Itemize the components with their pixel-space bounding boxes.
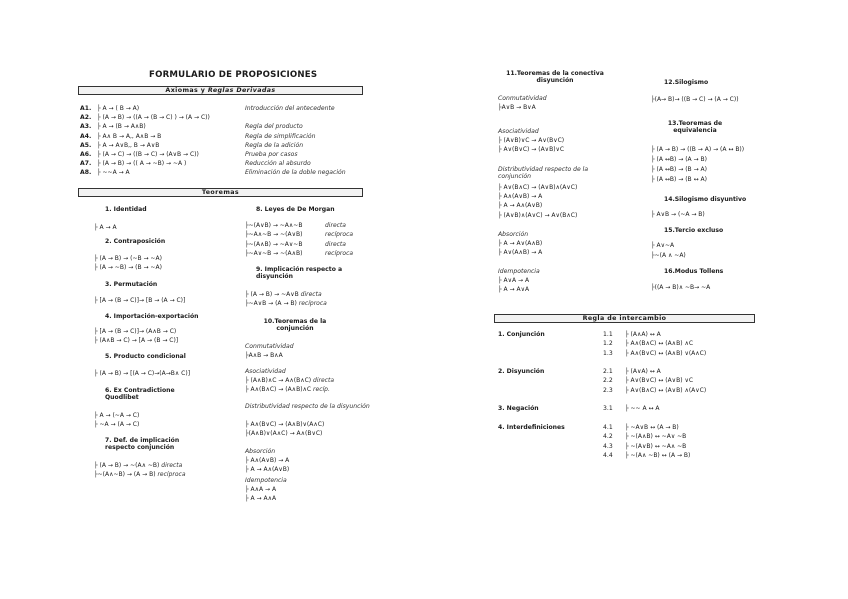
t8-formula: ├~A∧~B → ~(A∨B) [245, 231, 303, 239]
intercambio-rule-formula: ├ ~~ A ↔ A [625, 405, 660, 412]
t8-formula: ├~A∨~B → ~(A∧B) [245, 249, 303, 257]
intercambio-rule-formula: ├ A∨(B∨C) ↔ (A∨B) ∨C [625, 377, 694, 385]
t8-tag: recíproca [325, 249, 354, 257]
axiom-number: A5. [80, 141, 92, 149]
axiomas-header-b: Reglas Derivadas [207, 87, 276, 94]
t8-tag: directa [325, 222, 346, 229]
t10-dist-line: ├(A∧B)∨(A∧C) → A∧(B∨C) [245, 430, 323, 437]
t10-asoc-line [245, 377, 334, 384]
intercambio-rule-number: 2.1 [603, 368, 613, 375]
t11-idem-line: ├ A∨A → A [498, 277, 530, 284]
t4-heading: 4. Importación-exportación [105, 313, 199, 320]
t4-line: ├ [A → (B → C)]→ (A∧B → C) [94, 328, 177, 335]
t13-line: ├ (A ↔B) → (A → B) [651, 156, 707, 163]
intercambio-rule-number: 1.3 [603, 349, 613, 357]
t11-abs-label: Absorción [498, 231, 529, 238]
t11-dist-line: ├ (A∨B)∧(A∨C) → A∨(B∧C) [498, 212, 578, 219]
intercambio-rule-number: 4.4 [603, 452, 613, 460]
t13-line: ├ (A ↔B) → (B ↔ A) [651, 176, 707, 183]
t6-heading: 6. Ex Contradictione Quodlibet [105, 387, 175, 402]
t11-dist-line: ├ A → A∧(A∨B) [498, 202, 543, 209]
axiomas-header [78, 86, 363, 95]
t11-idem-line: ├ A → A∨A [498, 286, 530, 293]
t10-formula: ├ (A∧B)∧C → A∧(B∧C) [245, 377, 312, 384]
intercambio-group-name: 4. Interdefiniciones [498, 424, 565, 431]
t8-line [245, 231, 354, 239]
t10-abs-label: Absorción [245, 448, 276, 455]
t11-asoc-line: ├ (A∨B)∨C → A∨(B∨C) [498, 137, 565, 144]
axiom-description: Regla de la adición [245, 141, 304, 149]
intercambio-group-name: 1. Conjunción [498, 331, 545, 338]
t11-dist-label: Distributividad respecto de la conjunción [498, 166, 589, 181]
t8-tag: directa [325, 240, 346, 248]
axiom-number: A3. [80, 123, 92, 131]
t10-idem-line: ├ A → A∧A [245, 495, 277, 502]
axiom-description: Reducción al absurdo [245, 160, 311, 168]
t7-formula: ├ (A → B) → ~(A∧ ~B) [94, 462, 160, 469]
t11-abs-line: ├ A∨(A∧B) → A [498, 249, 543, 256]
t8-formula: ├~(A∧B) → ~A∨~B [245, 240, 303, 248]
axiom-description: Regla de simplificación [245, 132, 316, 140]
axiom-formula: ├ A → (B → A∧B) [97, 123, 146, 131]
t10-conm-line: ├A∧B → B∧A [245, 352, 283, 359]
t11-asoc-label: Asociatividad [498, 128, 539, 135]
axiom-formula: ├ A∧ B → A,, A∧B → B [97, 132, 162, 140]
intercambio-rule-number: 4.2 [603, 433, 613, 441]
axiom-formula: ├ (A → B) → (( A → ~B) → ~A ) [97, 160, 187, 168]
t7-line [94, 471, 186, 478]
t2-line: ├ (A → ~B) → (B → ~A) [94, 264, 162, 271]
intercambio-header: Regla de intercambio [494, 314, 755, 323]
axiom-number: A1. [80, 105, 92, 112]
axiom-description: Introducción del antecedente [245, 105, 335, 112]
t16-heading: 16.Modus Tollens [664, 268, 724, 275]
axiom-number: A7. [80, 160, 92, 168]
intercambio-rule-formula: ├ ~(A∧ ~B) ↔ (A → B) [625, 452, 691, 460]
intercambio-rule-formula: ├ A∧(B∨C) ↔ (A∧B) ∨(A∧C) [625, 349, 707, 357]
axiom-formula: ├ (A → B) → ((A → (B → C) ) → (A → C)) [97, 114, 210, 122]
t8-line [245, 249, 354, 257]
t9-formula: ├ (A → B) → ~A∨B [245, 291, 299, 298]
intercambio-rule-number: 3.1 [603, 405, 613, 412]
teoremas-header: Teoremas [78, 188, 363, 197]
t11-asoc-line: ├ A∨(B∨C) → (A∨B)∨C [498, 146, 565, 153]
t8-heading: 8. Leyes de De Morgan [256, 206, 335, 213]
axiom-number: A6. [80, 151, 92, 158]
t9-line [245, 300, 327, 307]
axiom-formula: ├ A → ( B → A) [97, 105, 140, 112]
axiom-number: A4. [80, 132, 92, 140]
axiomas-header-a: Axiomas y [165, 87, 206, 94]
t16-line: ├((A → B)∧ ~B→ ~A [651, 284, 711, 291]
t10-tag: recíp. [313, 386, 330, 393]
t3-heading: 3. Permutación [105, 281, 158, 288]
t10-conm-label: Conmutatividad [245, 343, 294, 350]
t14-line: ├ A∨B → (~A → B) [651, 211, 705, 218]
t7-line [94, 462, 182, 469]
t5-heading: 5. Producto condicional [105, 353, 186, 360]
t10-tag: directa [313, 377, 335, 384]
t11-conm-line: ├A∨B → B∨A [498, 104, 536, 111]
t10-dist-label: Distributividad respecto de la disyunción [245, 403, 370, 410]
t9-formula: ├~A∨B → (A → B) [245, 300, 297, 307]
t6-line: ├ ~A → (A → C) [94, 421, 140, 428]
intercambio-rule-number: 2.2 [603, 377, 613, 385]
t10-abs-line: ├ A∧(A∨B) → A [245, 457, 290, 464]
intercambio-group-name: 3. Negación [498, 405, 539, 412]
t6-line: ├ A → (~A → C) [94, 412, 140, 419]
t11-dist-line: ├ A∧(A∨B) → A [498, 193, 543, 200]
t11-conm-label: Conmutatividad [498, 95, 547, 102]
t3-line: ├ [A → (B → C)]→ [B → (A → C)] [94, 297, 186, 304]
intercambio-rule-formula: ├ ~(A∨B) ↔ ~A∧ ~B [625, 442, 687, 450]
t8-formula: ├~(A∨B) → ~A∧~B [245, 222, 303, 229]
axiom-formula: ├ ~~A → A [97, 169, 130, 177]
t10-abs-line: ├ A → A∧(A∨B) [245, 466, 290, 473]
t15-line: ├ A∨~A [651, 242, 675, 249]
t10-idem-label: Idempotencia [245, 477, 287, 484]
t4-line: ├ (A∧B → C) → [A → (B → C)] [94, 337, 179, 344]
t7-tag: recíproca [157, 471, 186, 478]
t5-line: ├ (A → B) → [(A → C)→(A→B∧ C)] [94, 370, 191, 377]
t9-heading: 9. Implicación respecto a disyunción [256, 266, 343, 281]
intercambio-rule-formula: ├ (A∧A) ↔ A [625, 331, 661, 338]
t9-line [245, 291, 322, 298]
t10-dist-line: ├ A∧(B∨C) → (A∧B)∨(A∧C) [245, 421, 325, 428]
t13-line: ├ (A → B) → ((B → A) → (A ↔ B)) [651, 146, 745, 153]
t15-line: ├~(A ∧ ~A) [651, 252, 686, 259]
t10-asoc-line [245, 386, 330, 393]
intercambio-rule-number: 4.1 [603, 424, 613, 431]
t10-asoc-label: Asociatividad [245, 368, 286, 375]
t9-tag: recíproca [298, 300, 327, 307]
t11-abs-line: ├ A → A∨(A∧B) [498, 240, 543, 247]
t11-heading: 11.Teoremas de la conectiva disyunción [506, 70, 604, 85]
t15-heading: 15.Tercio excluso [664, 227, 724, 234]
t10-heading: 10.Teoremas de la conjunción [263, 318, 327, 333]
t7-tag: directa [161, 462, 183, 469]
t12-line: ├(A→ B)→ ((B → C) → (A → C)) [651, 96, 739, 103]
intercambio-rule-formula: ├ A∨(B∧C) ↔ (A∨B) ∧(A∨C) [625, 386, 707, 394]
t8-line [245, 240, 346, 248]
axiom-formula: ├ (A → C) → ((B → C) → (A∨B → C)) [97, 151, 199, 158]
t11-dist-line: ├ A∨(B∧C) → (A∨B)∧(A∨C) [498, 184, 578, 191]
axiom-description: Prueba por casos [245, 151, 298, 158]
intercambio-rule-number: 4.3 [603, 442, 613, 450]
t13-line: ├ (A ↔B) → (B → A) [651, 166, 707, 173]
axiom-description: Regla del producto [245, 123, 303, 131]
t11-idem-label: Idempotencia [498, 268, 540, 275]
t9-tag: directa [300, 291, 322, 298]
t2-heading: 2. Contraposición [105, 238, 166, 245]
t10-idem-line: ├ A∧A → A [245, 486, 277, 493]
t14-heading: 14.Silogismo disyuntivo [664, 196, 747, 203]
t7-formula: ├~(A∧~B) → (A → B) [94, 471, 156, 478]
t1-heading: 1. Identidad [105, 206, 147, 213]
t8-tag: recíproca [325, 231, 354, 239]
intercambio-rule-number: 1.2 [603, 340, 613, 348]
t10-formula: ├ A∧(B∧C) → (A∧B)∧C [245, 386, 312, 393]
intercambio-rule-formula: ├ A∧(B∧C) ↔ (A∧B) ∧C [625, 340, 694, 348]
t12-heading: 12.Silogismo [664, 79, 709, 86]
axiom-formula: ├ A → A∨B,, B → A∨B [97, 141, 160, 149]
axiom-number: A8. [80, 169, 92, 177]
intercambio-group-name: 2. Disyunción [498, 368, 545, 375]
intercambio-rule-formula: ├ ~(A∧B) ↔ ~A∨ ~B [625, 433, 687, 441]
axiom-number: A2. [80, 114, 92, 122]
t13-heading: 13.Teoremas de equivalencia [667, 120, 723, 135]
intercambio-rule-number: 1.1 [603, 331, 613, 338]
page-title: FORMULARIO DE PROPOSICIONES [149, 70, 318, 80]
axiom-description: Eliminación de la doble negación [245, 169, 346, 177]
t8-line [245, 222, 346, 229]
intercambio-rule-formula: ├ (A∨A) ↔ A [625, 368, 661, 375]
t7-heading: 7. Def. de implicación respecto conjunción [105, 437, 180, 452]
intercambio-rule-number: 2.3 [603, 386, 613, 394]
t2-line: ├ (A → B) → (~B → ~A) [94, 255, 162, 262]
t1-line: ├ A → A [94, 224, 117, 231]
intercambio-rule-formula: ├ ~A∨B ↔ (A → B) [625, 424, 679, 431]
